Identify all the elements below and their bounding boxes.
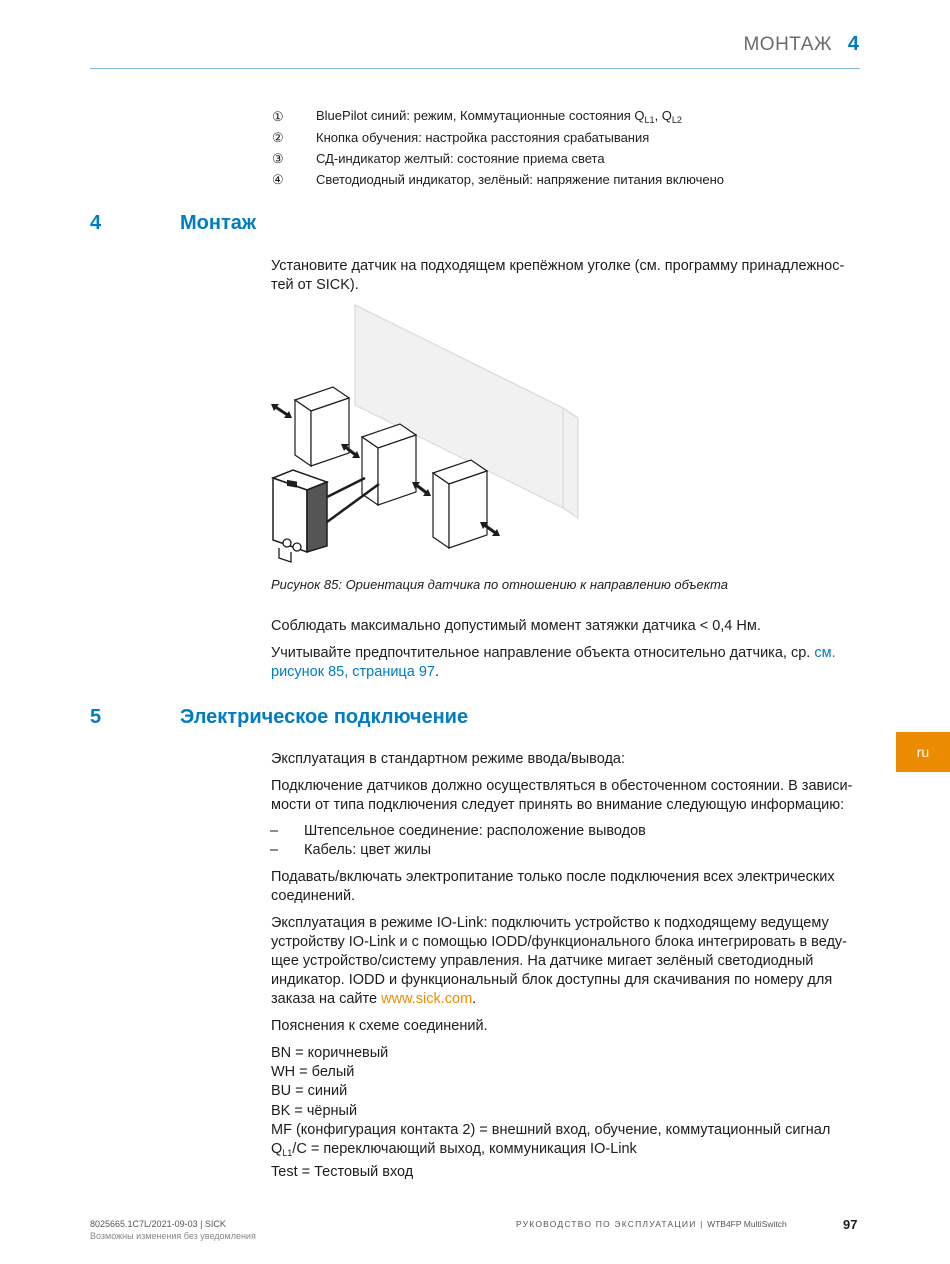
legend-marker: ② bbox=[272, 129, 284, 145]
bullet-item: – Кабель: цвет жилы bbox=[270, 842, 432, 858]
legend-marker: ③ bbox=[272, 150, 284, 166]
footer-doc-id: 8025665.1C7L/2021-09-03 | SICK bbox=[90, 1219, 226, 1229]
torque-note: Соблюдать максимально допустимый момент затяжки датчика < 0,4 Нм. bbox=[271, 618, 761, 634]
legend-marker: ④ bbox=[272, 171, 284, 187]
header-divider bbox=[90, 68, 860, 69]
section-4-title: Монтаж bbox=[180, 212, 257, 234]
wire-line: WH = белый bbox=[271, 1064, 355, 1081]
legend-item bbox=[272, 169, 724, 190]
power-on-paragraph: Подавать/включать электропитание только после подключения всех электрических соединений. bbox=[271, 869, 835, 904]
page-number: 97 bbox=[843, 1217, 858, 1232]
language-tab[interactable]: ru bbox=[896, 732, 950, 772]
wire-line: BN = коричневый bbox=[271, 1045, 389, 1061]
sensor-device bbox=[273, 470, 327, 562]
target-box-2 bbox=[362, 424, 416, 505]
header-title: МОНТАЖ bbox=[743, 34, 832, 55]
legend-text: Светодиодный индикатор, зелёный: напряжение питания включено bbox=[316, 172, 725, 187]
footer-disclaimer: Возможны изменения без уведомления bbox=[90, 1231, 256, 1241]
bullet-item: – Штепсельное соединение: расположение выводов bbox=[270, 823, 646, 839]
wire-color-list bbox=[271, 1044, 861, 1182]
connection-bullets bbox=[271, 822, 861, 860]
wire-line: $Q_{L1}/C$ = переключающий выход, коммуникация IO-Link bbox=[271, 1141, 637, 1159]
legend-marker: ① bbox=[272, 108, 284, 124]
section-4-body bbox=[271, 617, 861, 690]
legend-text: Кнопка обучения: настройка расстояния срабатывания bbox=[316, 130, 650, 145]
io-link-paragraph: Эксплуатация в режиме IO-Link: подключить устройство к подходящему ведущему устройству IO-Link и с помощью IODD/функционального блока интегрировать в веду-щее устройство/систему управления. На датчике мигает зелёный светодиодный индикатор. IODD и функциональный блок доступны для скачивания по номеру для заказа на сайте www.sick.com. bbox=[271, 915, 847, 1007]
wiring-explanation-heading: Пояснения к схеме соединений. bbox=[271, 1018, 488, 1034]
section-5-title: Электрическое подключение bbox=[180, 706, 469, 728]
wire-line: BK = чёрный bbox=[271, 1102, 358, 1119]
section-5-number: 5 bbox=[90, 706, 102, 728]
direction-note: Учитывайте предпочтительное направление объекта относительно датчика, ср. см. рисунок 85, страница 97. bbox=[271, 645, 836, 680]
power-off-paragraph: Подключение датчиков должно осуществляться в обесточенном состоянии. В зависи-мости от типа подключения следует принять во внимание следующую информацию: bbox=[271, 778, 853, 813]
legend-item bbox=[272, 127, 724, 148]
legend-item bbox=[272, 106, 724, 127]
wire-line: Test = Тестовый вход bbox=[271, 1164, 414, 1181]
legend-text: BluePilot синий: режим, Коммутационные состояния $Q_{L1}$, $Q_{L2}$ bbox=[316, 108, 682, 125]
io-mode-paragraph: Эксплуатация в стандартном режиме ввода/вывода: bbox=[271, 751, 625, 767]
section-4-number: 4 bbox=[90, 212, 102, 234]
wire-line: BU = синий bbox=[271, 1083, 348, 1100]
figure-legend bbox=[272, 106, 724, 190]
sick-website-link[interactable]: www.sick.com bbox=[381, 991, 473, 1007]
target-box-1 bbox=[295, 387, 349, 466]
footer-document-info bbox=[90, 1218, 256, 1242]
legend-item bbox=[272, 148, 724, 169]
header-chapter-number: 4 bbox=[847, 33, 859, 55]
sensor-orientation-figure bbox=[265, 300, 595, 570]
figure-caption: Рисунок 85: Ориентация датчика по отношению к направлению объекта bbox=[271, 577, 728, 592]
wire-line: MF (конфигурация контакта 2) = внешний вход, обучение, коммутационный сигнал bbox=[271, 1121, 831, 1138]
footer-manual-title: РУКОВОДСТВО ПО ЭКСПЛУАТАЦИИ | WTB4FP MultiSwitch bbox=[516, 1219, 787, 1229]
section-5-body bbox=[271, 750, 861, 1182]
target-box-3 bbox=[433, 460, 487, 548]
section-4-intro: Установите датчик на подходящем крепёжном уголке (см. программу принадлежнос-тей от SICK). bbox=[271, 258, 845, 293]
legend-text: СД-индикатор желтый: состояние приема света bbox=[316, 151, 605, 166]
figure-reference-link[interactable]: см. рисунок 85, страница 97 bbox=[271, 645, 836, 680]
